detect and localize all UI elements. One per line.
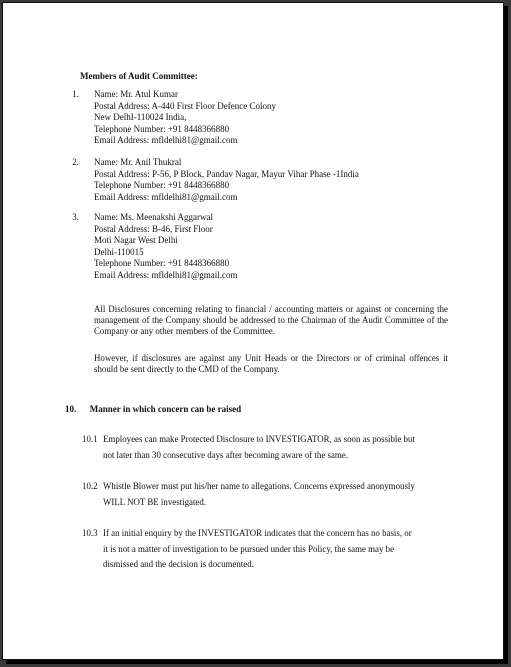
section-number: 10. <box>65 404 77 414</box>
member-name: Name: Mr. Atul Kumar <box>94 89 178 99</box>
audit-committee-heading: Members of Audit Committee: <box>80 71 198 81</box>
member-phone: Telephone Number: +91 8448366880 <box>94 180 230 191</box>
subsection-line: If an initial enquiry by the INVESTIGATOR indicates that the concern has no basis, or <box>103 528 412 538</box>
member-number: 1. <box>72 89 79 99</box>
member-address-line: Moti Nagar West Delhi <box>94 235 178 246</box>
disclosure-paragraph: All Disclosures concerning relating to financial / accounting matters or against or concerning the management of the Company should be addressed to the Chairman of the Audit Committee of the Company or any other members of the Committee. <box>94 304 448 336</box>
subsection-line: Whistle Blower must put his/her name to allegations. Concerns expressed anonymously <box>103 481 415 491</box>
member-name: Name: Ms. Meenakshi Aggarwal <box>94 212 213 222</box>
member-phone: Telephone Number: +91 8448366880 <box>94 258 230 269</box>
member-number: 3. <box>72 212 79 222</box>
subsection-line: WILL NOT BE investigated. <box>103 496 207 507</box>
member-email: Email Address: mfldelhi81@gmail.com <box>94 191 238 202</box>
member-address-line: Postal Address: A-440 First Floor Defence Colony <box>94 100 276 111</box>
disclosure-paragraph: However, if disclosures are against any Unit Heads or the Directors or of criminal offences it should be sent directly to the CMD of the Company. <box>94 353 448 374</box>
subsection-number: 10.2 <box>82 481 98 491</box>
subsection-line: not later than 30 consecutive days after becoming aware of the same. <box>103 449 348 460</box>
member-address-line: Postal Address: B-46, First Floor <box>94 223 213 234</box>
member-address-line: Delhi-110015 <box>94 246 144 257</box>
member-address-line: Postal Address: P-56, P Block, Pandav Nagar, Mayur Vihar Phase -1India <box>94 168 359 179</box>
subsection-line: it is not a matter of investigation to be pursued under this Policy, the same may be <box>103 543 395 554</box>
member-email: Email Address: mfldelhi81@gmail.com <box>94 269 238 280</box>
subsection-number: 10.3 <box>82 528 98 538</box>
subsection-line: Employees can make Protected Disclosure to INVESTIGATOR, as soon as possible but <box>103 434 415 444</box>
section-title: Manner in which concern can be raised <box>89 404 242 414</box>
member-phone: Telephone Number: +91 8448366880 <box>94 123 230 134</box>
member-name: Name: Mr. Anil Thukral <box>94 157 182 167</box>
subsection-number: 10.1 <box>82 434 98 444</box>
member-address-line: New DelhI-110024 India, <box>94 112 187 123</box>
subsection-line: dismissed and the decision is documented. <box>103 559 254 569</box>
section-heading <box>65 403 241 415</box>
document-page <box>2 2 504 660</box>
member-email: Email Address: mfldelhi81@gmail.com <box>94 135 238 146</box>
member-number: 2. <box>72 157 79 167</box>
